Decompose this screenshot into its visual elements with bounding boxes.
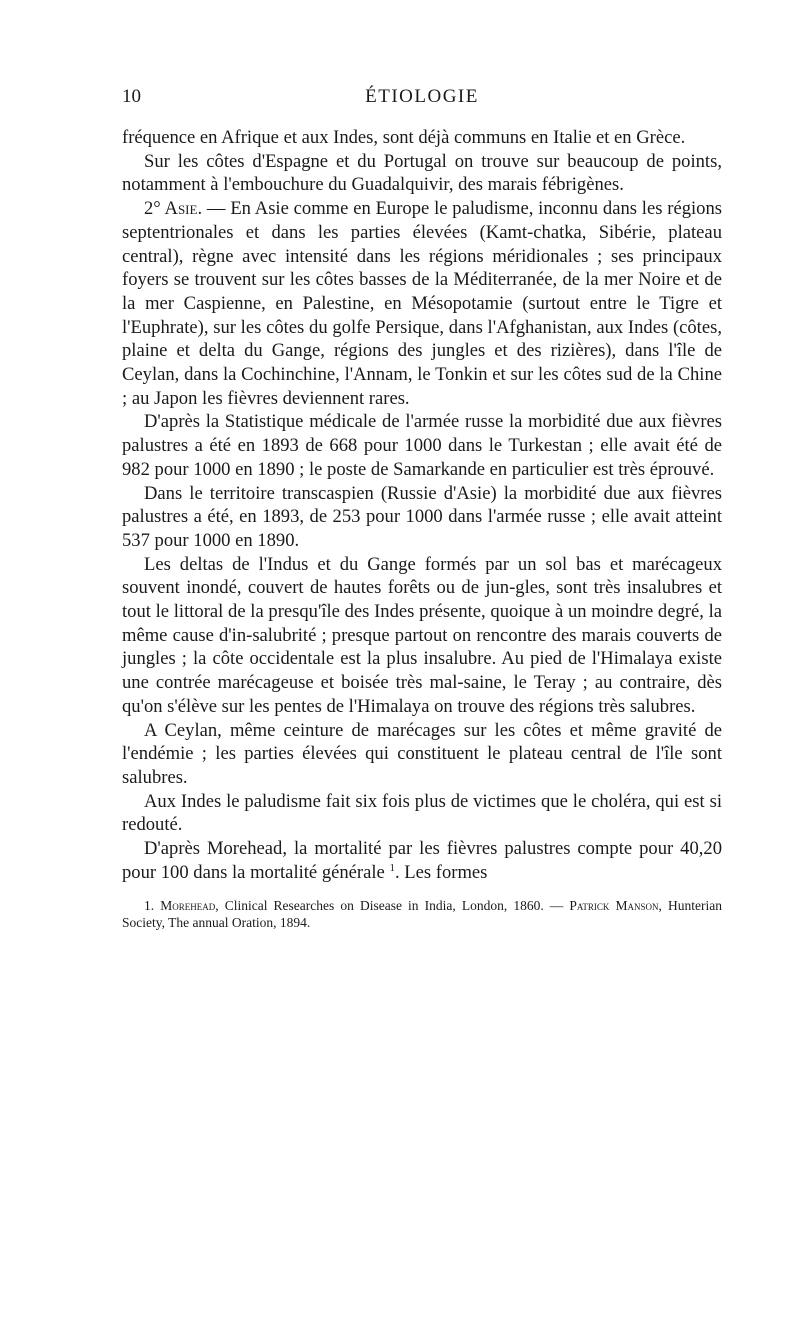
paragraph-6: Les deltas de l'Indus et du Gange formés par un sol bas et marécageux souvent inondé, couvert de hautes forêts ou de jun-gles, sont très insalubres et tout le littoral de la presqu'île des Indes présente, quoique à un moindre degré, la même cause d'in-salubrité ; presque partout on rencontre des marais couverts de jungles ; la côte occidentale est la plus insalubre. Au pied de l'Himalaya existe une contrée marécageuse et boisée très mal-saine, le Teray ; au contraire, dès qu'on s'élève sur les pentes de l'Himalaya on trouve des régions très salubres. — [122, 553, 722, 717]
page — [122, 86, 722, 931]
footnote-text-2: , Hunterian Society, The annual Oration, 1894. — [122, 897, 723, 930]
paragraph-2: Sur les côtes d'Espagne et du Portugal on trouve sur beaucoup de points, notamment à l'embouchure du Guadalquivir, des marais fébrigènes. — [122, 150, 722, 196]
footnote-mark: 1 — [389, 861, 395, 874]
footnote-author-2: Patrick Manson — [569, 897, 659, 913]
section-label: 2° Asie. — [144, 198, 203, 220]
footnote-author-1: Morehead — [160, 897, 216, 913]
paragraph-9-tail: . Les formes — [394, 861, 488, 883]
paragraph-7: A Ceylan, même ceinture de marécages sur les côtes et même gravité de l'endémie ; les parties élevées qui constituent le plateau central de l'île sont salubres. — [122, 719, 722, 788]
paragraph-9 — [122, 837, 722, 884]
body-text — [122, 126, 722, 885]
running-header — [122, 86, 722, 116]
footnote-1 — [122, 897, 722, 931]
paragraph-9-text: D'après Morehead, la mortalité par les fièvres palustres compte pour 40,20 pour 100 dans la mortalité générale — [122, 838, 722, 883]
paragraph-4: D'après la Statistique médicale de l'armée russe la morbidité due aux fièvres palustres a été en 1893 de 668 pour 1000 dans le Turkestan ; elle avait été de 982 pour 1000 en 1890 ; le poste de Samarkande en particulier est très éprouvé. — [122, 411, 722, 480]
paragraph-3-text: — En Asie comme en Europe le paludisme, inconnu dans les régions septentrionales et dans les parties élevées (Kamt-chatka, Sibérie, plateau central), règne avec intensité dans les régions méridionales ; ses principaux foyers se trouvent sur les côtes basses de la Méditerranée, de la mer Noire et de la mer Caspienne, en Palestine, en Mésopotamie (surtout entre le Tigre et l'Euphrate), sur les côtes du golfe Persique, dans l'Afghanistan, aux Indes (côtes, plaine et delta du Gange, régions des jungles et des rizières), dans l'île de Ceylan, dans la Cochinchine, l'Annam, le Tonkin et sur les côtes sud de la Chine ; au Japon les fièvres deviennent rares. — [122, 198, 722, 409]
footnote-text-1: , Clinical Researches on Disease in India, London, 1860. — — [215, 897, 564, 913]
page-number: 10 — [122, 86, 141, 107]
paragraph-1: fréquence en Afrique et aux Indes, sont déjà communs en Italie et en Grèce. — [122, 127, 686, 148]
footnote-number: 1. — [144, 897, 155, 913]
footnotes — [122, 897, 722, 931]
running-title: ÉTIOLOGIE — [365, 86, 479, 107]
paragraph-5: Dans le territoire transcaspien (Russie d'Asie) la morbidité due aux fièvres palustres a été, en 1893, de 253 pour 1000 dans l'armée russe ; elle avait atteint 537 pour 1000 en 1890. — [122, 482, 722, 551]
paragraph-3 — [122, 197, 722, 410]
paragraph-8: Aux Indes le paludisme fait six fois plus de victimes que le choléra, qui est si redouté. — [122, 790, 722, 836]
